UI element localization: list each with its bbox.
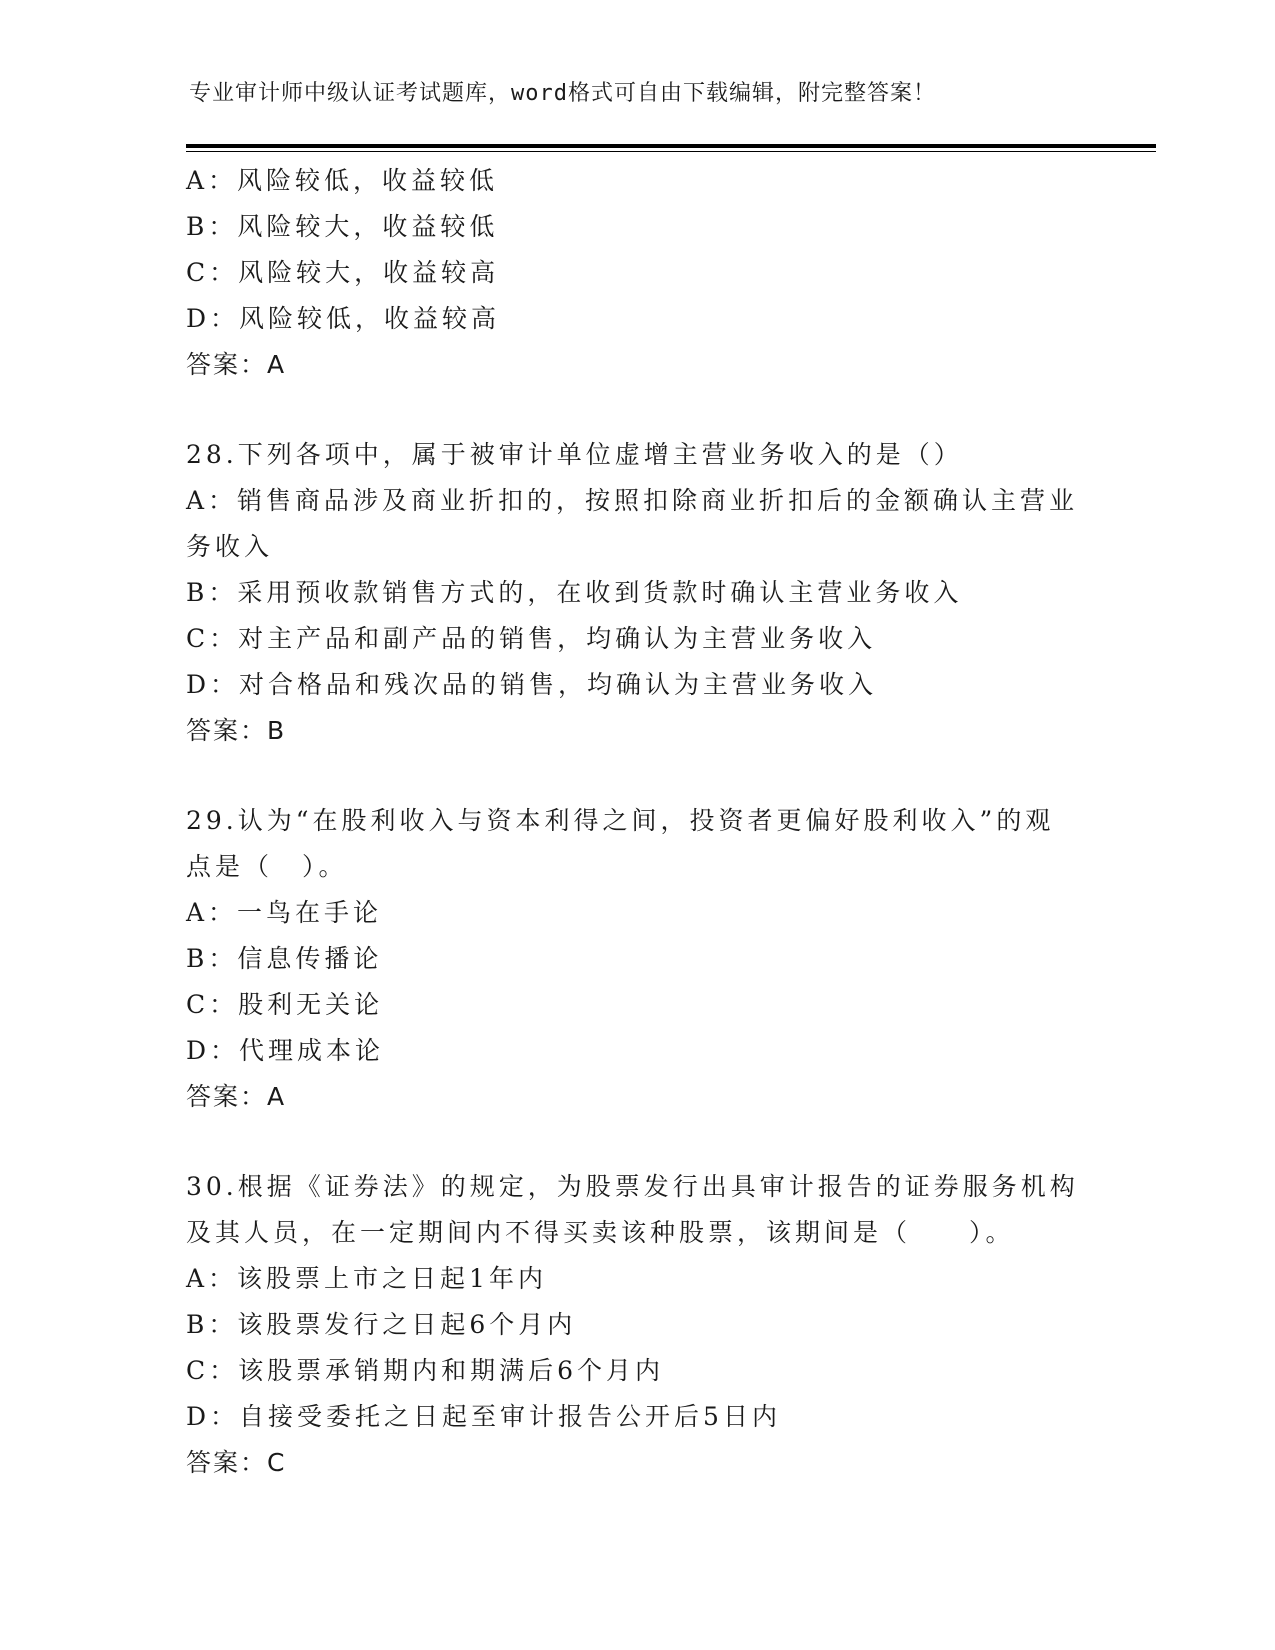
option-c: C：该股票承销期内和期满后6个月内 <box>186 1356 665 1385</box>
question-stem: 30.根据《证券法》的规定，为股票发行出具审计报告的证券服务机构 <box>186 1172 1079 1201</box>
answer: 答案：C <box>186 1448 287 1477</box>
answer: 答案：A <box>186 350 287 379</box>
option-a: A：销售商品涉及商业折扣的，按照扣除商业折扣后的金额确认主营业 <box>186 486 1079 515</box>
answer: 答案：A <box>186 1082 287 1111</box>
question-stem-continued: 及其人员，在一定期间内不得买卖该种股票，该期间是（ ）。 <box>186 1218 1015 1247</box>
answer: 答案：B <box>186 716 287 745</box>
header-rule-thick <box>186 144 1156 148</box>
question-27-tail <box>186 158 1086 388</box>
option-c: C：股利无关论 <box>186 990 384 1019</box>
question-stem: 28.下列各项中，属于被审计单位虚增主营业务收入的是（） <box>186 440 963 469</box>
header-rule-thin <box>186 151 1156 152</box>
option-c: C：对主产品和副产品的销售，均确认为主营业务收入 <box>186 624 877 653</box>
question-29 <box>186 798 1086 1120</box>
option-c: C：风险较大，收益较高 <box>186 258 500 287</box>
option-a: A：一鸟在手论 <box>186 898 383 927</box>
option-a-continued: 务收入 <box>186 532 274 561</box>
option-d: D：代理成本论 <box>186 1036 385 1065</box>
option-a: A：该股票上市之日起1年内 <box>186 1264 547 1293</box>
option-b: B：信息传播论 <box>186 944 383 973</box>
question-28 <box>186 432 1086 754</box>
question-stem: 29.认为“在股利收入与资本利得之间，投资者更偏好股利收入”的观 <box>186 806 1055 835</box>
question-30 <box>186 1164 1086 1486</box>
option-d: D：自接受委托之日起至审计报告公开后5日内 <box>186 1402 781 1431</box>
option-a: A：风险较低，收益较低 <box>186 166 499 195</box>
option-d: D：对合格品和残次品的销售，均确认为主营业务收入 <box>186 670 878 699</box>
option-b: B：该股票发行之日起6个月内 <box>186 1310 577 1339</box>
option-b: B：采用预收款销售方式的，在收到货款时确认主营业务收入 <box>186 578 963 607</box>
option-d: D：风险较低，收益较高 <box>186 304 501 333</box>
question-stem-continued: 点是（ ）。 <box>186 852 348 881</box>
page-header: 专业审计师中级认证考试题库，word格式可自由下载编辑，附完整答案！ <box>189 81 936 106</box>
option-b: B：风险较大，收益较低 <box>186 212 499 241</box>
document-content <box>186 158 1086 1486</box>
